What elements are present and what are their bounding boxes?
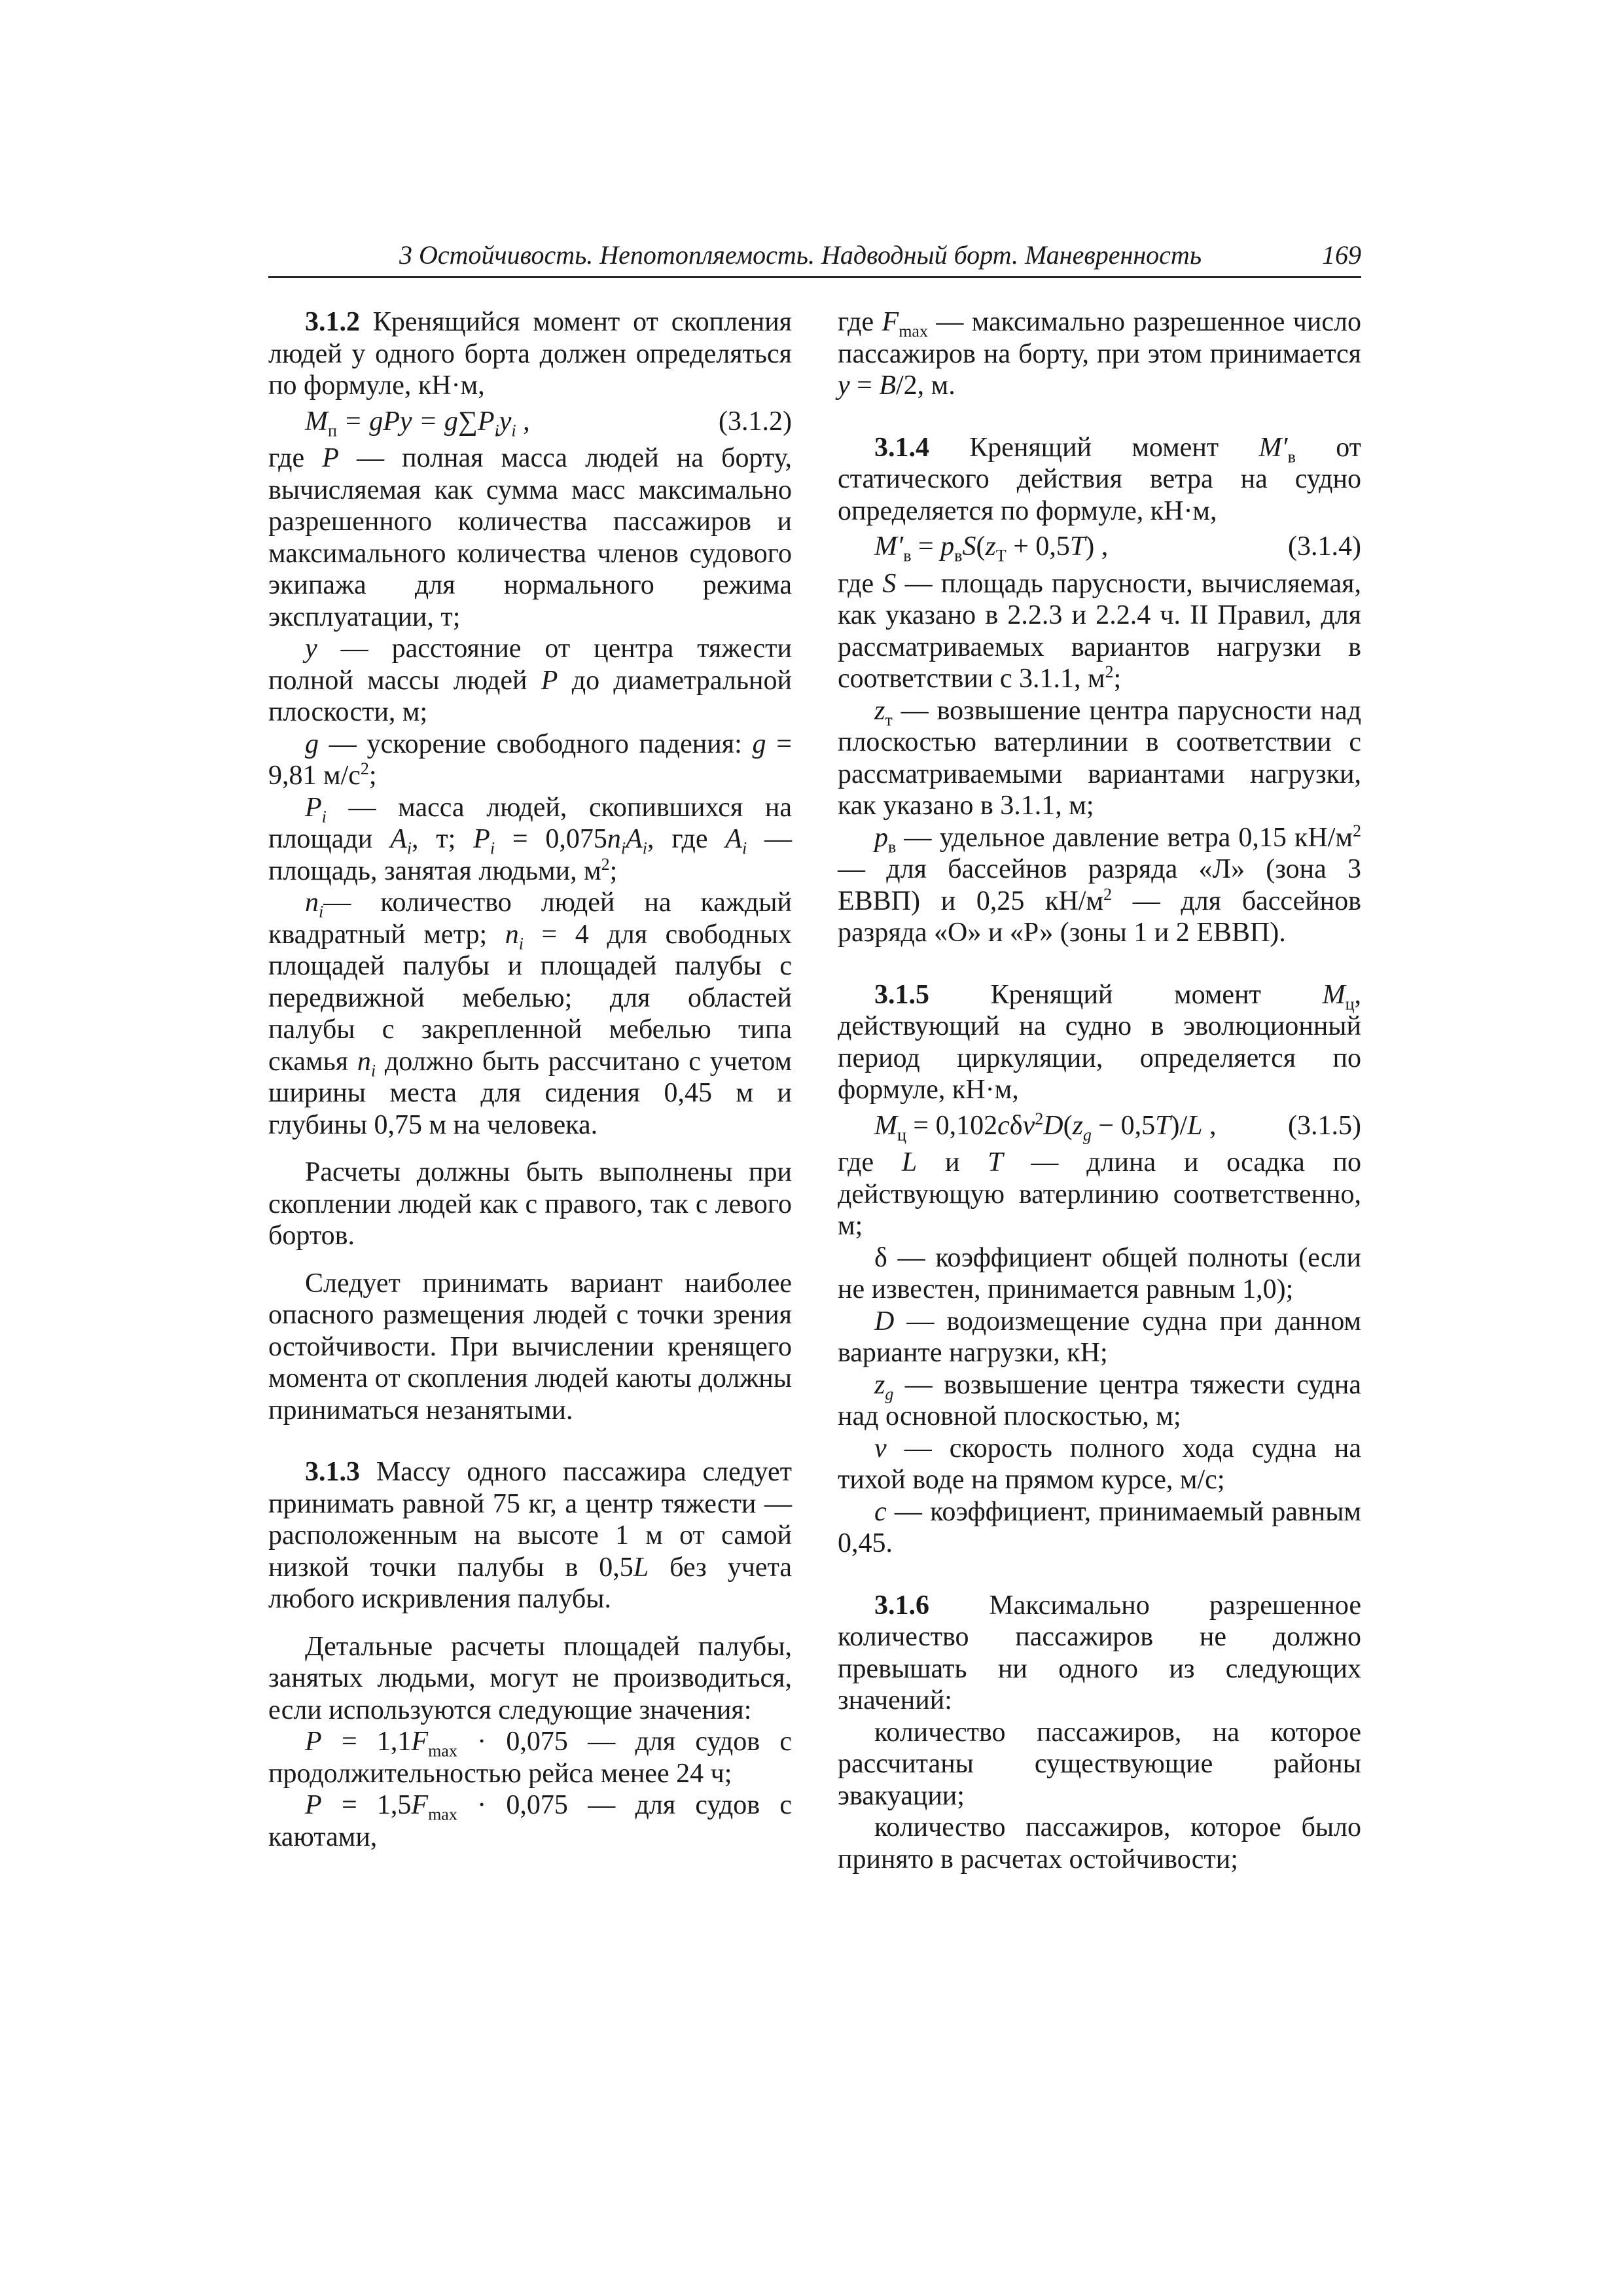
definition-zg: $z_g$ — возвышение центра тяжести судна над основной плоскостью, м;: [838, 1369, 1361, 1431]
page-header: [268, 237, 1361, 278]
value-cabins: $P = 1,5F_{max} \cdot 0,075$ — для судов с каютами,: [268, 1790, 792, 1852]
paragraph-3-1-3: 3.1.3 Массу одного пассажира следует принимать равной 75 кг, а центр тяжести — расположенным на высоте 1 м от самой низкой точки палубы в 0,5L без учета любого искривления палубы.: [268, 1457, 792, 1614]
paragraph-3-1-5: 3.1.5 Кренящий момент $M_ц$, действующий на судно в эволюционный период циркуляции, определяется по формуле, кН·м,: [838, 979, 1361, 1105]
formula-number: (3.1.4): [1288, 531, 1361, 562]
definition-pv: $p_в$ — удельное давление ветра 0,15 $кН/м^2$ — для бассейнов разряда «Л» (зона 3 ЕВВП) и 0,25 $кН/м^2$ — для бассейнов разряда «О» и «Р» (зоны 1 и 2 ЕВВП).: [838, 821, 1361, 948]
formula-3-1-5: $M_ц = 0,102c\delta v^2D(z_g - 0,5T)/L$ , (3.1.5): [874, 1109, 1361, 1144]
formula-number: (3.1.5): [1288, 1110, 1361, 1141]
formula-number: (3.1.2): [719, 406, 792, 437]
paragraph-3-1-6: 3.1.6 Максимально разрешенное количество пассажиров не должно превышать ни одного из следующих значений:: [838, 1590, 1361, 1715]
paragraph-3-1-4: 3.1.4 Кренящий момент $M'_в$ от статического действия ветра на судно определяется по формуле, кН·м,: [838, 432, 1361, 526]
definition-Pi: $P_i$ — масса людей, скопившихся на площади $A_i$, т; $P_i = 0,075n_iA_i$, где $A_i$ — площадь, занятая людьми, $м^2$;: [268, 792, 793, 886]
definition-v: v — скорость полного хода судна на тихой воде на прямом курсе, м/с;: [838, 1433, 1361, 1495]
definition-ni: $n_i—$ количество людей на каждый квадратный метр; $n_i = 4$ для свободных площадей палубы и площадей палубы с передвижной мебелью; для областей палубы с закрепленной мебелью типа скамья $n_i$ должно быть рассчитано с учетом ширины места для сидения 0,45 м и глубины 0,75 м на человека.: [268, 888, 793, 1140]
definition-y: y — расстояние от центра тяжести полной массы людей P до диаметральной плоскости, м;: [268, 634, 792, 727]
definition-Fmax: где $F_{max}$ — максимально разрешенное число пассажиров на борту, при этом принимается y = B/2, м.: [838, 307, 1361, 401]
list-item-stability: количество пассажиров, которое было принято в расчетах остойчивости;: [838, 1812, 1361, 1874]
formula-3-1-2: $M_п$ = gPy = $g\sum P_iy_i$ , (3.1.2): [305, 406, 792, 440]
definition-D: D — водоизмещение судна при данном варианте нагрузки, кН;: [838, 1306, 1361, 1368]
right-column: [838, 306, 1361, 1875]
definition-zt: $z_т$ — возвышение центра парусности над плоскостью ватерлинии в соответствии с рассматриваемыми вариантами нагрузки, как указано в 3.1.1, м;: [838, 695, 1361, 821]
paragraph-worst-case: Следует принимать вариант наиболее опасного размещения людей с точки зрения остойчивости. При вычислении кренящего момента от скопления людей каюты должны приниматься незанятыми.: [268, 1268, 792, 1426]
list-item-evacuation: количество пассажиров, на которое рассчитаны существующие районы эвакуации;: [838, 1717, 1361, 1811]
definition-g: g — ускорение свободного падения: g = 9,81 $м/с^2$;: [268, 728, 793, 791]
page-number: 169: [1322, 240, 1361, 270]
paragraph-3-1-2: 3.1.2 Кренящийся момент от скопления людей у одного борта должен определяться по формуле, кН·м,: [268, 307, 792, 401]
definition-P: где P — полная масса людей на борту, вычисляемая как сумма масс максимально разрешенного количества пассажиров и максимального количества членов судового экипажа для нормального режима эксплуатации, т;: [268, 443, 792, 632]
definition-L-T: где L и T — длина и осадка по действующую ватерлинию соответственно, м;: [838, 1147, 1361, 1241]
definition-c: c — коэффициент, принимаемый равным 0,45.: [838, 1496, 1361, 1558]
definition-delta: δ — коэффициент общей полноты (если не известен, принимается равным 1,0);: [838, 1242, 1361, 1304]
paragraph-detailed-calc: Детальные расчеты площадей палубы, занятых людьми, могут не производиться, если используются следующие значения:: [268, 1631, 792, 1725]
left-column: [268, 306, 792, 1853]
paragraph-calc-both-sides: Расчеты должны быть выполнены при скоплении людей как с правого, так с левого бортов.: [268, 1157, 792, 1251]
running-title: 3 Остойчивость. Непотопляемость. Надводный борт. Маневренность: [399, 240, 1202, 270]
definition-S: где S — площадь парусности, вычисляемая, как указано в 2.2.3 и 2.2.4 ч. II Правил, для рассматриваемых вариантов нагрузки в соответствии с 3.1.1, $м^2$;: [838, 568, 1361, 694]
value-short-trip: $P = 1,1F_{max} \cdot 0,075$ — для судов с продолжительностью рейса менее 24 ч;: [268, 1727, 792, 1789]
formula-3-1-4: $M'_в = p_вS(z_T + 0,5T)$ , (3.1.4): [874, 531, 1361, 565]
